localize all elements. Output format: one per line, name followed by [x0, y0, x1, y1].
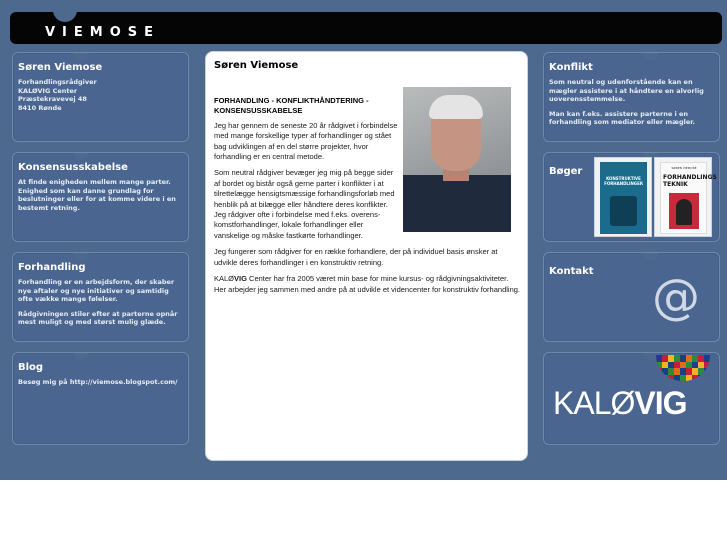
article-paragraph-text: Som neutral rådgiver bevæger jeg mig på begge sider af bordet og bistår også gerne parter i konflikter i at tilrettelægge hensigtsmæssige forhandlingsforløb med henblik på at bilægge eller håndtere deres konflikter. Jeg rådgiver ofte i forbindelse med f.eks. overens- komstforhandlinger, lokale forhandlinger eller vanskelige og måske fastkørte forhandlinger. [214, 168, 395, 240]
page-title: Søren Viemose [214, 60, 299, 71]
panel-text [18, 378, 184, 393]
address-city: 8410 Rønde [18, 103, 62, 112]
panel-title: Forhandling [18, 262, 86, 273]
address-role: Forhandlingsrådgiver [18, 78, 97, 86]
article-heading: FORHANDLING - KONFLIKTHÅNDTERING - KONSENSUSSKABELSE [214, 96, 369, 116]
panel-notch [73, 152, 89, 160]
panel-paragraph: Som neutral og udenforstående kan en mægler assistere i at håndtere en alvorlig uoverensstemmelse. [549, 78, 704, 103]
panel-paragraph: Forhandling er en arbejdsform, der skaber nye aftaler og nye initiativer og samtidig ofte vække mange følelser. [18, 278, 175, 303]
panel-title: Søren Viemose [18, 62, 103, 73]
book-author: SØREN VIEMOSE [671, 166, 697, 170]
book-cover-art [600, 162, 647, 234]
panel-notch [73, 52, 89, 60]
panel-boger[interactable] [543, 152, 720, 242]
book-title: FORHANDLINGS TEKNIK [663, 174, 717, 188]
book-title: KONSTRUKTIVE FORHANDLINGER [604, 176, 643, 186]
main-content [205, 51, 528, 461]
book-cover-image [610, 196, 637, 226]
book-cover-konstruktive-forhandlinger[interactable] [594, 157, 652, 237]
panel-kalovig-logo[interactable] [543, 352, 720, 445]
panel-title: Blog [18, 362, 44, 373]
panel-paragraph: Rådgivningen stiler efter at parterne opnår mest muligt og med størst mulig glæde. [18, 309, 178, 326]
panel-konflikt[interactable] [543, 52, 720, 142]
book-cover-forhandlingsteknik[interactable] [654, 157, 717, 237]
article-paragraph: Jeg har gennem de seneste 20 år rådgivet i forbindelse med mange forskellige typer af forhandlinger og stået bag udviklingen af en del større projekter, hvor forhandling er en central metode. [214, 120, 398, 162]
kalovig-logo-mosaic [656, 355, 710, 381]
panel-title: Konsensusskabelse [18, 162, 128, 173]
panel-notch [73, 352, 89, 360]
panel-title: Kontakt [549, 266, 594, 277]
company-name-pre: KALØ [214, 274, 235, 284]
company-name-post: Center [50, 86, 78, 95]
address-street: Præstekravevej 48 [18, 95, 87, 103]
logo-text-pre: KALØ [553, 385, 635, 421]
panel-konsensusskabelse[interactable] [12, 152, 189, 242]
logo-text-bold: VIG [634, 385, 687, 421]
panel-paragraph: At finde enigheden mellem mange parter. Enighed som kan danne grundlag for beslutninger eller for at komme videre i en bestemt retning. [18, 178, 176, 212]
panel-title: Bøger [549, 166, 583, 177]
panel-paragraph: Man kan f.eks. assistere parterne i en forhandling som mediator eller mægler. [549, 109, 696, 126]
article-paragraph-text: Center har fra 2005 været min base for mine kursus- og rådgivningsaktiviteter. Her arbejder jeg sammen med andre på at udvikle et videncenter for konstruktiv forhandling. [214, 274, 520, 294]
chess-pawn-icon [676, 199, 692, 225]
article-paragraph [214, 168, 520, 241]
book-cover-image [669, 193, 699, 229]
panel-blog[interactable] [12, 352, 189, 445]
panel-forhandling[interactable] [12, 252, 189, 342]
panel-title: Konflikt [549, 62, 593, 73]
panel-soren-viemose[interactable] [12, 52, 189, 142]
article-paragraph [214, 274, 520, 295]
company-name-bold: VIG [234, 274, 247, 284]
panel-notch [643, 52, 659, 60]
panel-text [18, 278, 184, 333]
panel-notch [643, 252, 659, 260]
kalovig-logo-wordmark [553, 383, 687, 423]
panel-text [549, 78, 715, 133]
company-name-bold: VIG [37, 86, 51, 95]
panel-text [18, 178, 184, 218]
panel-kontakt[interactable] [543, 252, 720, 342]
panel-notch [73, 252, 89, 260]
article-paragraph: Jeg fungerer som rådgiver for en række forhandlere, der på individuel basis ønsker at udvikle deres forhandlinger i en konstruktiv retning. [214, 247, 498, 267]
at-sign-icon[interactable]: @ [652, 269, 700, 325]
site-title[interactable]: VIEMOSE [45, 25, 161, 40]
article-body [214, 96, 520, 301]
blog-link[interactable]: Besøg mig på http://viemose.blogspot.com/ [18, 378, 178, 386]
company-name-pre: KALØ [18, 86, 38, 95]
address-block [18, 78, 184, 112]
book-cover-art [660, 162, 717, 234]
address-company [18, 87, 184, 96]
